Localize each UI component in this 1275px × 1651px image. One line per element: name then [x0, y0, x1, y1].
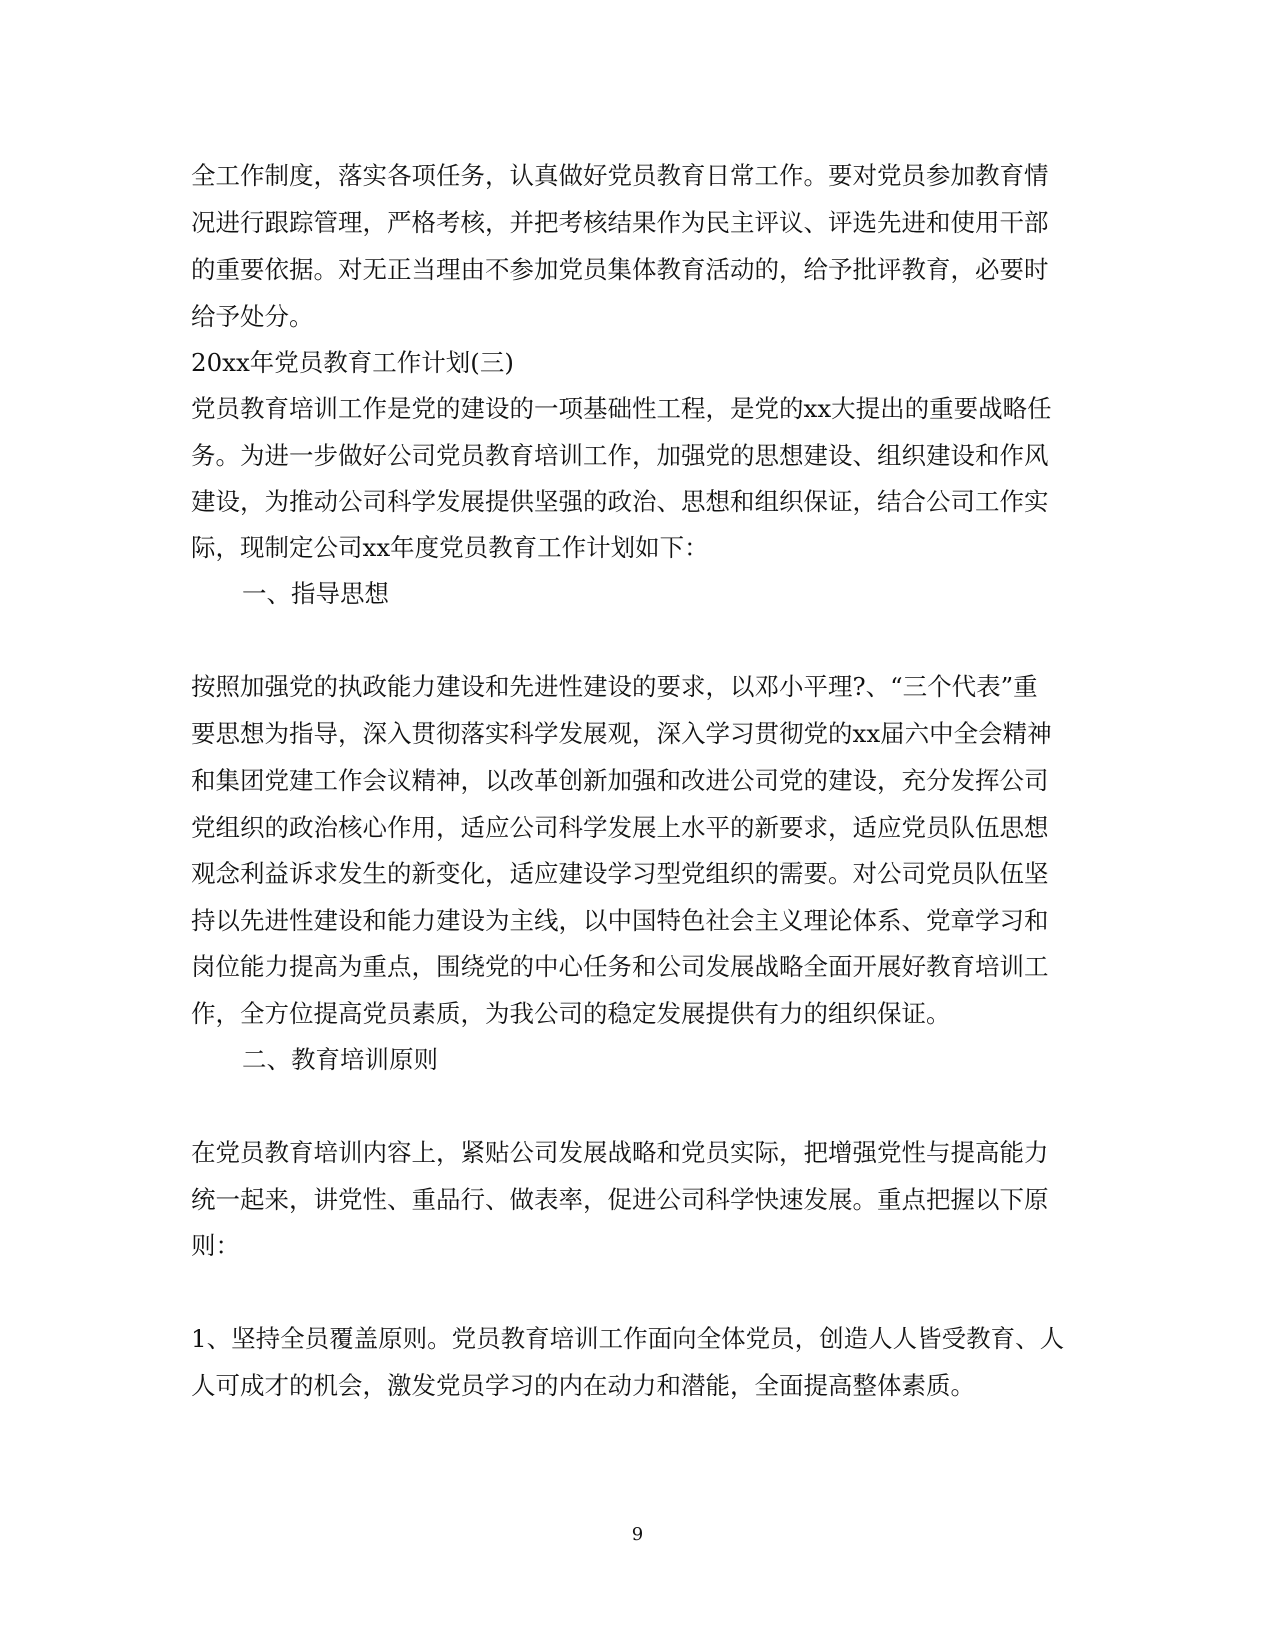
body-line: 则：	[191, 1231, 240, 1260]
body-line: 务。为进一步做好公司党员教育培训工作，加强党的思想建设、组织建设和作风	[191, 441, 1049, 470]
body-line: 给予处分。	[191, 302, 314, 331]
section-title: 20xx年党员教育工作计划(三)	[191, 348, 514, 377]
heading-training-principles: 二、教育培训原则	[242, 1045, 438, 1074]
body-line: 况进行跟踪管理，严格考核，并把考核结果作为民主评议、评选先进和使用干部	[191, 208, 1049, 237]
body-line: 要思想为指导，深入贯彻落实科学发展观，深入学习贯彻党的xx届六中全会精神	[191, 719, 1052, 748]
body-line: 人可成才的机会，激发党员学习的内在动力和潜能，全面提高整体素质。	[191, 1371, 975, 1400]
body-line: 作，全方位提高党员素质，为我公司的稳定发展提供有力的组织保证。	[191, 999, 951, 1028]
body-line: 1、坚持全员覆盖原则。党员教育培训工作面向全体党员，创造人人皆受教育、人	[191, 1324, 1065, 1353]
body-line: 建设，为推动公司科学发展提供坚强的政治、思想和组织保证，结合公司工作实	[191, 487, 1049, 516]
body-line: 全工作制度，落实各项任务，认真做好党员教育日常工作。要对党员参加教育情	[191, 161, 1049, 190]
body-line: 党组织的政治核心作用，适应公司科学发展上水平的新要求，适应党员队伍思想	[191, 813, 1049, 842]
body-line: 岗位能力提高为重点，围绕党的中心任务和公司发展战略全面开展好教育培训工	[191, 952, 1049, 981]
body-line: 际，现制定公司xx年度党员教育工作计划如下：	[191, 533, 709, 562]
body-line: 党员教育培训工作是党的建设的一项基础性工程，是党的xx大提出的重要战略任	[191, 394, 1052, 423]
heading-guiding-ideology: 一、指导思想	[242, 579, 389, 608]
body-line: 的重要依据。对无正当理由不参加党员集体教育活动的，给予批评教育，必要时	[191, 255, 1049, 284]
body-line: 在党员教育培训内容上，紧贴公司发展战略和党员实际，把增强党性与提高能力	[191, 1138, 1049, 1167]
body-line: 和集团党建工作会议精神，以改革创新加强和改进公司党的建设，充分发挥公司	[191, 766, 1049, 795]
body-line: 持以先进性建设和能力建设为主线，以中国特色社会主义理论体系、党章学习和	[191, 906, 1049, 935]
body-line: 观念利益诉求发生的新变化，适应建设学习型党组织的需要。对公司党员队伍坚	[191, 859, 1049, 888]
body-line: 按照加强党的执政能力建设和先进性建设的要求，以邓小平理?、“三个代表”重	[191, 672, 1038, 701]
body-line: 统一起来，讲党性、重品行、做表率，促进公司科学快速发展。重点把握以下原	[191, 1185, 1049, 1214]
page-number: 9	[631, 1524, 644, 1545]
